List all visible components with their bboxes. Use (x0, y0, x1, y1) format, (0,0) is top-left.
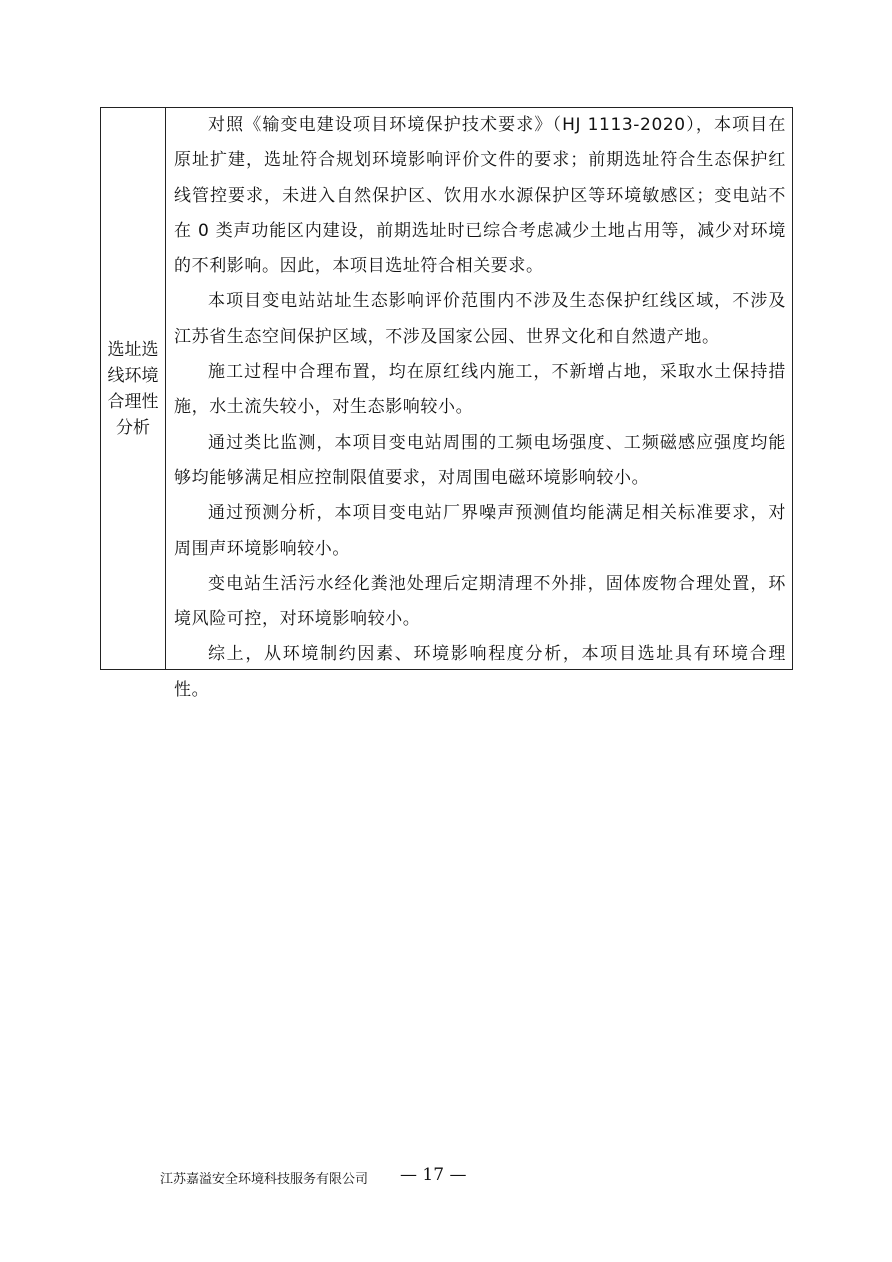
row-label: 选址选线环境合理性分析 (107, 339, 159, 438)
paragraph-noise: 通过预测分析，本项目变电站厂界噪声预测值均能满足相关标准要求，对周围声环境影响较小。 (174, 503, 786, 559)
paragraph-conclusion: 综上，从环境制约因素、环境影响程度分析，本项目选址具有环境合理性。 (174, 644, 786, 700)
paragraph-ecological-redline: 本项目变电站站址生态影响评价范围内不涉及生态保护红线区域，不涉及江苏省生态空间保护区域，不涉及国家公园、世界文化和自然遗产地。 (174, 291, 786, 347)
paragraph-electromagnetic: 通过类比监测，本项目变电站周围的工频电场强度、工频磁感应强度均能够均能够满足相应控制限值要求，对周围电磁环境影响较小。 (174, 432, 786, 488)
row-label-cell (101, 108, 166, 669)
footer-company: 江苏嘉溢安全环境科技服务有限公司 (160, 1171, 369, 1187)
content-cell (166, 108, 792, 700)
page-number: — 17 — (400, 1165, 467, 1185)
paragraph-wastewater: 变电站生活污水经化粪池处理后定期清理不外排，固体废物合理处置，环境风险可控，对环境影响较小。 (174, 573, 786, 630)
analysis-table (100, 107, 793, 700)
paragraph-construction: 施工过程中合理布置，均在原红线内施工，不新增占地，采取水土保持措施，水土流失较小，对生态影响较小。 (174, 362, 786, 418)
paragraph-standard-compliance: 对照《输变电建设项目环境保护技术要求》（HJ 1113-2020），本项目在原址扩建，选址符合规划环境影响评价文件的要求；前期选址符合生态保护红线管控要求，未进入自然保护区、饮用水水源保护区等环境敏感区；变电站不在 0 类声功能区内建设，前期选址时已综合考虑减少土地占用等，减少对环境的不利影响。因此，本项目选址符合相关要求。 (174, 115, 786, 277)
page-footer (160, 1165, 560, 1189)
